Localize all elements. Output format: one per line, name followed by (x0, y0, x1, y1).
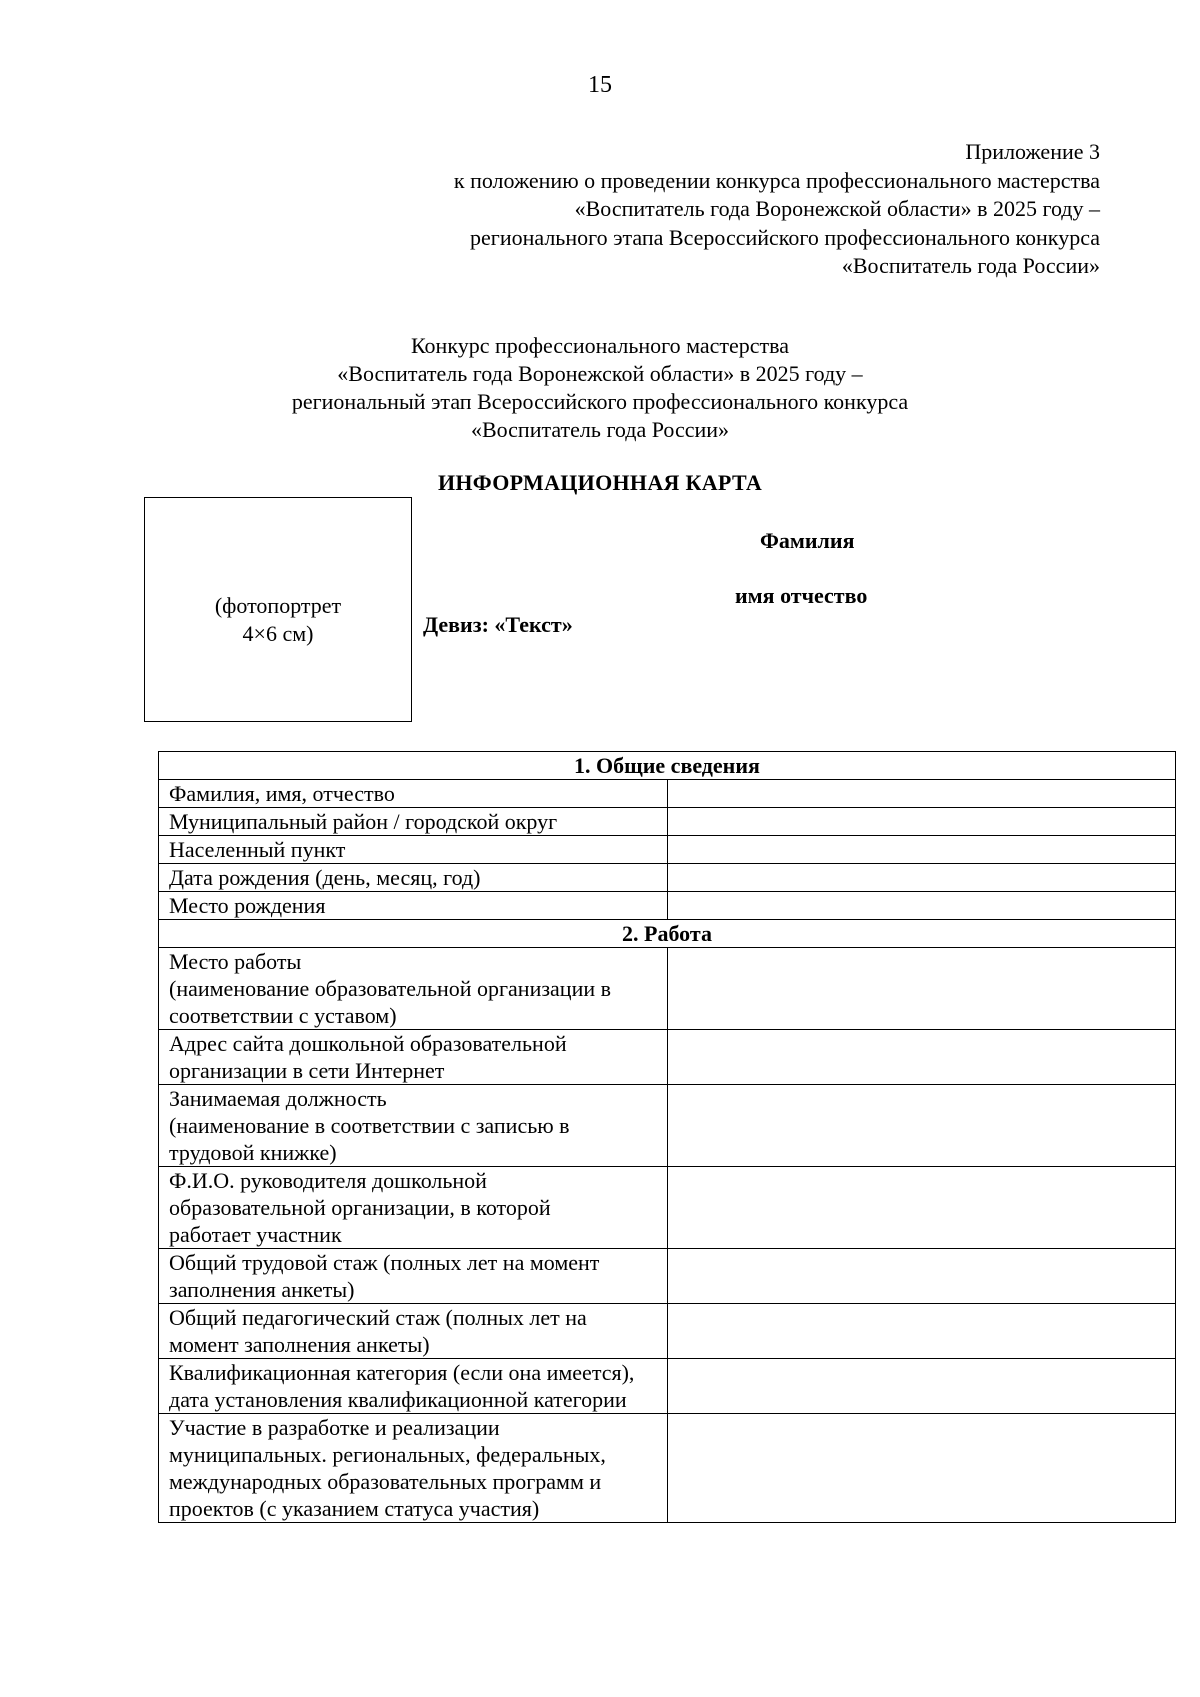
table-row (159, 1249, 1176, 1304)
appendix-line: регионального этапа Всероссийского профессионального конкурса (470, 224, 1100, 250)
name-patronymic-label: имя отчество (735, 583, 868, 608)
page-number: 15 (588, 72, 612, 98)
contest-line: «Воспитатель года Воронежской области» в 2025 году – (337, 361, 863, 386)
row-label (159, 1304, 668, 1359)
row-label-line: организации в сети Интернет (169, 1058, 445, 1083)
appendix-header (240, 138, 1100, 281)
row-label-line: (наименование в соответствии с записью в (169, 1113, 570, 1138)
row-label-line: Общий трудовой стаж (полных лет на момент (169, 1250, 600, 1275)
row-value-cell[interactable] (667, 1030, 1176, 1085)
row-label-line: работает участник (169, 1222, 342, 1247)
row-label-line: Общий педагогический стаж (полных лет на (169, 1305, 587, 1330)
row-label-line: трудовой книжке) (169, 1140, 337, 1165)
row-label-line: Место работы (169, 949, 302, 974)
section-title: 2. Работа (159, 920, 1176, 948)
row-label (159, 1414, 668, 1523)
info-table (158, 751, 1176, 1523)
row-label-line: проектов (с указанием статуса участия) (169, 1496, 540, 1521)
section-title: 1. Общие сведения (159, 752, 1176, 780)
row-value-cell[interactable] (667, 892, 1176, 920)
appendix-line: «Воспитатель года Воронежской области» в 2025 году – (574, 196, 1100, 221)
table-row (159, 864, 1176, 892)
table-row (159, 1085, 1176, 1167)
appendix-line: Приложение 3 (965, 139, 1100, 164)
row-label (159, 948, 668, 1030)
row-label: Место рождения (159, 892, 668, 920)
section-header-row (159, 920, 1176, 948)
table-row (159, 836, 1176, 864)
row-label: Фамилия, имя, отчество (159, 780, 668, 808)
row-label (159, 1167, 668, 1249)
table-row (159, 1167, 1176, 1249)
row-value-cell[interactable] (667, 836, 1176, 864)
table-row (159, 948, 1176, 1030)
row-value-cell[interactable] (667, 948, 1176, 1030)
row-label: Муниципальный район / городской округ (159, 808, 668, 836)
row-value-cell[interactable] (667, 1085, 1176, 1167)
contest-line: региональный этап Всероссийского профессионального конкурса (291, 389, 909, 414)
contest-line: Конкурс профессионального мастерства (410, 333, 790, 358)
table-row (159, 1414, 1176, 1523)
row-value-cell[interactable] (667, 780, 1176, 808)
photo-caption-line: 4×6 см) (242, 620, 314, 646)
row-label (159, 1359, 668, 1414)
row-value-cell[interactable] (667, 1414, 1176, 1523)
table-row (159, 1304, 1176, 1359)
contest-heading (170, 332, 1030, 444)
row-label-line: международных образовательных программ и (169, 1469, 602, 1494)
appendix-line: «Воспитатель года России» (841, 253, 1100, 278)
row-value-cell[interactable] (667, 864, 1176, 892)
table-row (159, 892, 1176, 920)
row-label-line: муниципальных. региональных, федеральных, (169, 1442, 606, 1467)
card-title: ИНФОРМАЦИОННАЯ КАРТА (437, 470, 763, 495)
row-label-line: образовательной организации, в которой (169, 1195, 551, 1220)
row-label (159, 1085, 668, 1167)
table-row (159, 1359, 1176, 1414)
row-label-line: Квалификационная категория (если она имеется), (169, 1360, 635, 1385)
photo-placeholder (144, 497, 412, 722)
row-label: Населенный пункт (159, 836, 668, 864)
row-value-cell[interactable] (667, 1304, 1176, 1359)
row-label-line: соответствии с уставом) (169, 1003, 397, 1028)
table-row (159, 808, 1176, 836)
row-label-line: Адрес сайта дошкольной образовательной (169, 1031, 567, 1056)
row-value-cell[interactable] (667, 808, 1176, 836)
row-label-line: момент заполнения анкеты) (169, 1332, 430, 1357)
appendix-line: к положению о проведении конкурса профессионального мастерства (453, 167, 1100, 193)
row-value-cell[interactable] (667, 1167, 1176, 1249)
motto-label: Девиз: «Текст» (423, 612, 573, 637)
row-label-line: (наименование образовательной организации в (169, 976, 612, 1001)
photo-caption-line: (фотопортрет (214, 592, 342, 618)
row-label-line: Участие в разработке и реализации (169, 1415, 500, 1440)
contest-line: «Воспитатель года России» (470, 417, 730, 442)
row-label-line: Ф.И.О. руководителя дошкольной (169, 1168, 487, 1193)
row-label-line: дата установления квалификационной категории (169, 1387, 627, 1412)
row-value-cell[interactable] (667, 1359, 1176, 1414)
row-label-line: заполнения анкеты) (169, 1277, 355, 1302)
table-row (159, 1030, 1176, 1085)
section-header-row (159, 752, 1176, 780)
row-label (159, 1030, 668, 1085)
row-label-line: Занимаемая должность (169, 1086, 387, 1111)
row-label: Дата рождения (день, месяц, год) (159, 864, 668, 892)
surname-label: Фамилия (760, 528, 855, 553)
table-row (159, 780, 1176, 808)
row-value-cell[interactable] (667, 1249, 1176, 1304)
row-label (159, 1249, 668, 1304)
